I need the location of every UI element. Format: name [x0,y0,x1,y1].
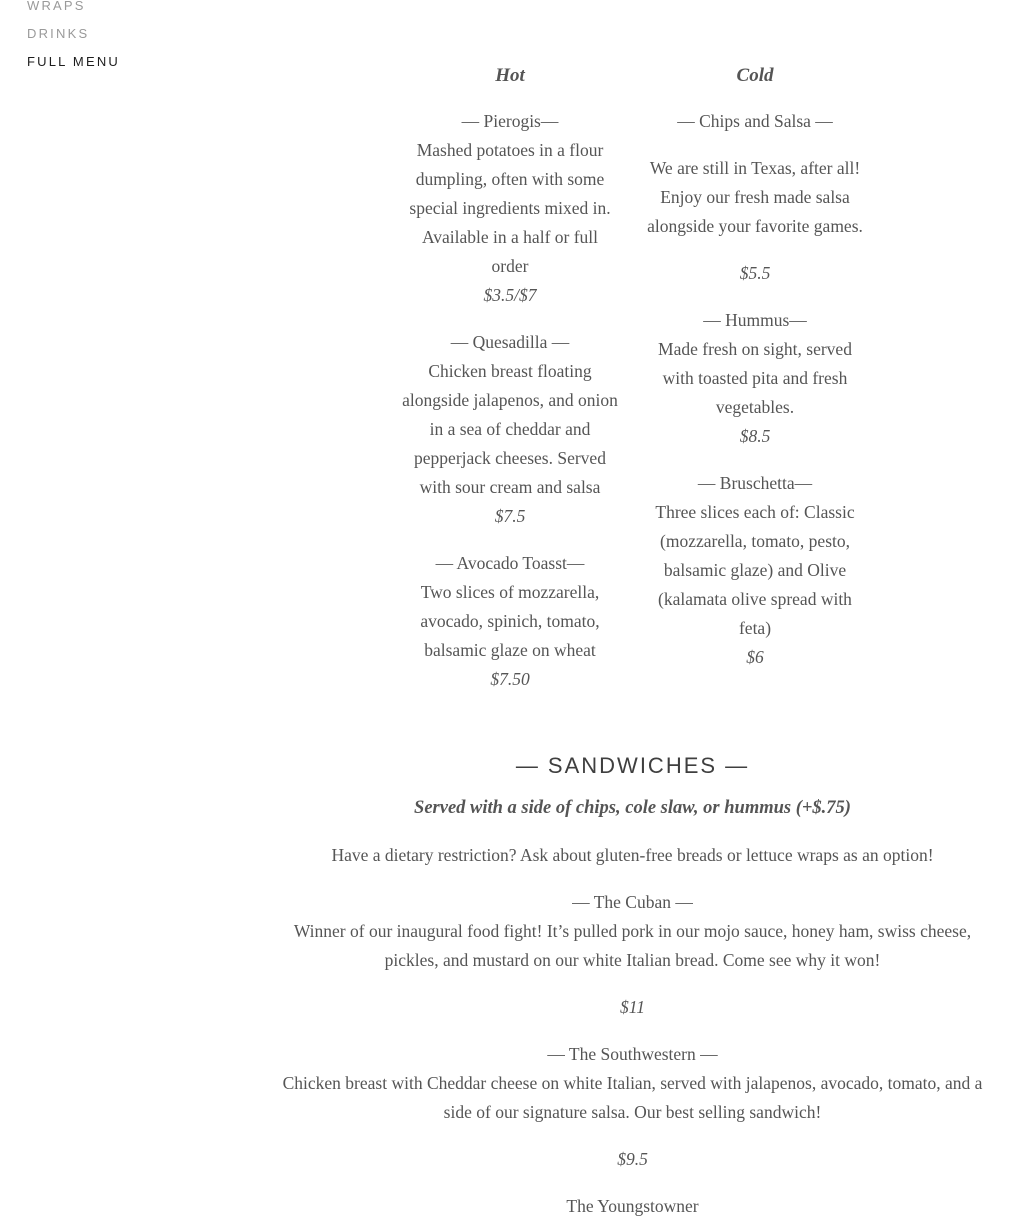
menu-item-price: $8.5 [739,426,771,446]
menu-item-price: $7.5 [494,506,526,526]
menu-item-description: Chicken breast with Cheddar cheese on white Italian, served with jalapenos, avocado, tomato, and a side of our signature salsa. Our best selling sandwich! [282,1073,983,1122]
menu-item-description: Mashed potatoes in a flour dumpling, often with some special ingredients mixed in. Available in a half or full order [409,140,611,276]
menu-item-description: We are still in Texas, after all! Enjoy our fresh made salsa alongside your favorite games. [647,158,863,236]
cold-appetizers-column [646,60,864,690]
nav-item-drinks[interactable]: DRINKS [27,26,90,41]
menu-item-price: $3.5/$7 [483,285,537,305]
cold-heading: Cold [736,65,774,86]
sandwiches-section [270,748,995,1221]
menu-item-title: — Avocado Toasst— [435,553,585,573]
menu-item-title: — Bruschetta— [697,473,813,493]
menu-item-price: $6 [746,647,764,667]
nav-item-wraps[interactable]: WRAPS [27,0,86,13]
menu-item-description: Made fresh on sight, served with toasted pita and fresh vegetables. [658,339,852,417]
menu-item-chips-and-salsa [646,107,864,288]
menu-item-the-cuban [270,888,995,1022]
sandwiches-heading: — SANDWICHES — [515,753,750,778]
menu-item-the-southwestern [270,1040,995,1174]
nav-item-full-menu[interactable]: FULL MENU [27,54,120,69]
menu-item-description: Chicken breast floating alongside jalapenos, and onion in a sea of cheddar and pepperjack cheeses. Served with sour cream and salsa [402,361,618,497]
menu-item-the-youngstowner [270,1192,995,1221]
menu-item-price: $11 [620,997,645,1017]
menu-item-description: Winner of our inaugural food fight! It’s pulled pork in our mojo sauce, honey ham, swiss cheese, pickles, and mustard on our white Italian bread. Come see why it won! [293,921,972,970]
menu-item-title: — Quesadilla — [450,332,570,352]
menu-item-quesadilla [402,328,618,531]
menu-item-price: $9.5 [617,1149,648,1169]
menu-item-title: — Pierogis— [461,111,559,131]
menu-item-pierogis [402,107,618,310]
menu-item-title: The Youngstowner [566,1196,699,1216]
menu-item-title: — Hummus— [703,310,807,330]
menu-item-description: Two slices of mozzarella, avocado, spinich, tomato, balsamic glaze on wheat [420,582,600,660]
menu-item-description: Three slices each of: Classic (mozzarella, tomato, pesto, balsamic glaze) and Olive (kalamata olive spread with feta) [655,502,855,638]
hot-heading: Hot [495,65,525,86]
menu-item-title: — The Cuban — [572,892,693,912]
menu-item-price: $5.5 [739,263,771,283]
menu-item-hummus [646,306,864,451]
hot-appetizers-column [402,60,618,712]
menu-item-avocado-toast [402,549,618,694]
dietary-note: Have a dietary restriction? Ask about gluten-free breads or lettuce wraps as an option! [331,845,934,865]
menu-item-title: — The Southwestern — [547,1044,718,1064]
sandwiches-subtitle: Served with a side of chips, cole slaw, or hummus (+$.75) [414,798,851,818]
menu-item-title: — Chips and Salsa — [677,111,833,131]
menu-item-price: $7.50 [490,669,530,689]
menu-item-bruschetta [646,469,864,672]
sidebar-nav [27,0,120,81]
